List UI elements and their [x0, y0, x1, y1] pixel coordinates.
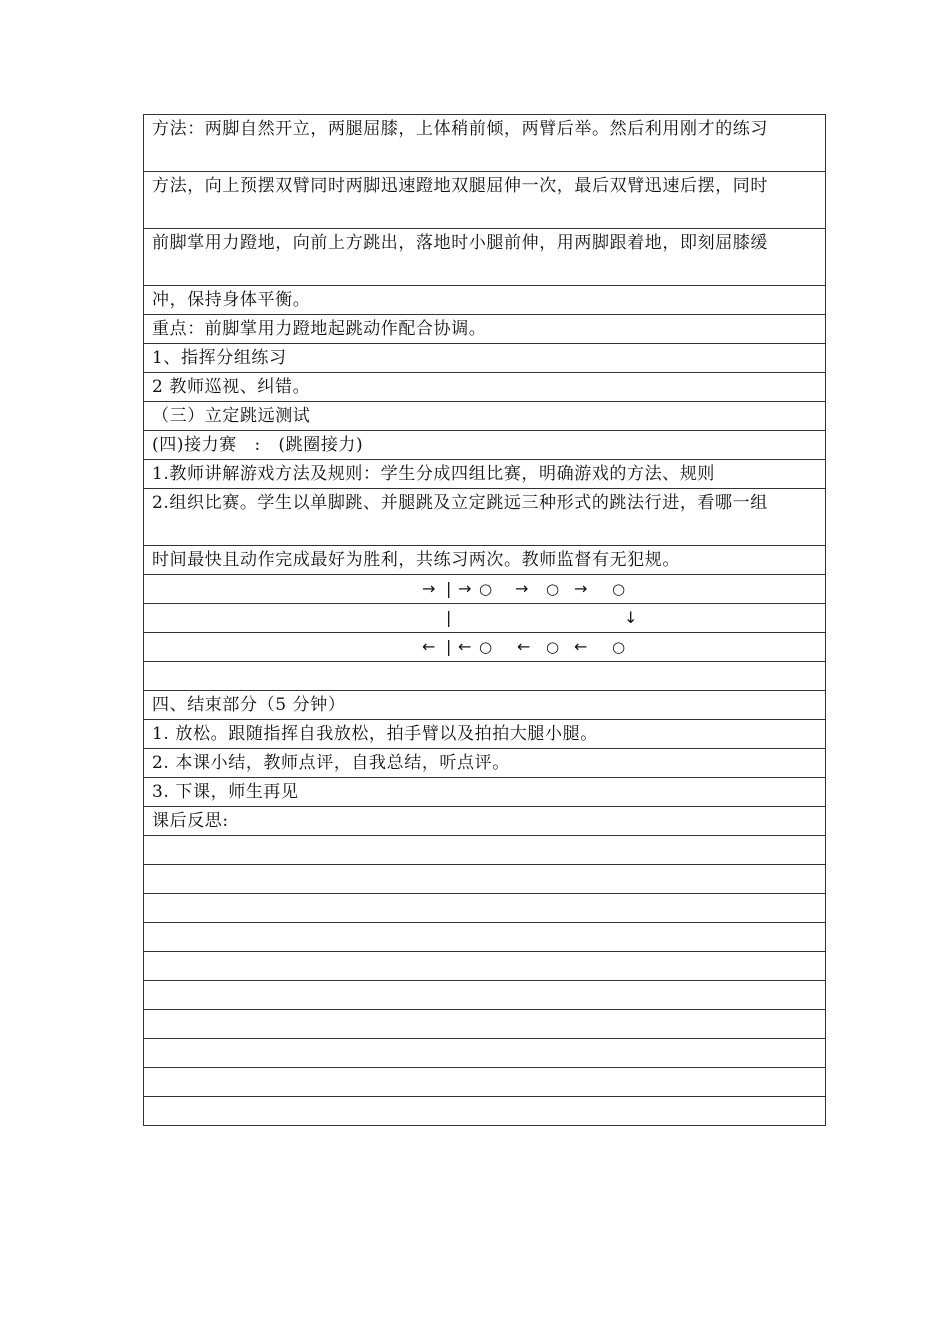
relay-diagram-row-1	[144, 575, 826, 604]
hoop-circle-icon: ○	[546, 580, 560, 598]
lesson-plan-table	[143, 114, 826, 1126]
summary-text: 2. 本课小结，教师点评，自我总结，听点评。	[144, 749, 826, 778]
teacher-patrol-text: 2 教师巡视、纠错。	[144, 373, 826, 402]
table-row	[144, 402, 826, 431]
arrow-down-icon: ↓	[624, 608, 639, 627]
table-row	[144, 115, 826, 172]
empty-row	[144, 1039, 826, 1068]
table-row	[144, 691, 826, 720]
table-row	[144, 489, 826, 546]
method-text-3: 前脚掌用力蹬地，向前上方跳出，落地时小腿前伸，用两脚跟着地，即刻屈膝缓	[144, 229, 826, 286]
method-text-4: 冲，保持身体平衡。	[144, 286, 826, 315]
jump-test-heading: （三）立定跳远测试	[144, 402, 826, 431]
empty-row	[144, 981, 826, 1010]
hoop-circle-icon: ○	[612, 638, 626, 656]
empty-row	[144, 952, 826, 981]
key-point-text: 重点：前脚掌用力蹬地起跳动作配合协调。	[144, 315, 826, 344]
method-text-2: 方法，向上预摆双臂同时两脚迅速蹬地双腿屈伸一次，最后双臂迅速后摆，同时	[144, 172, 826, 229]
table-row	[144, 229, 826, 286]
table-row	[144, 431, 826, 460]
dismiss-text: 3. 下课，师生再见	[144, 778, 826, 807]
table-row	[144, 546, 826, 575]
start-line-bar: |	[446, 637, 452, 656]
arrow-left-icon: ←	[458, 637, 473, 656]
start-line-bar: |	[446, 579, 452, 598]
arrow-left-icon: ←	[517, 637, 532, 656]
table-row	[144, 286, 826, 315]
arrow-right-icon: →	[515, 579, 530, 598]
relay-heading: (四)接力赛 : (跳圈接力)	[144, 431, 826, 460]
arrow-right-icon: →	[422, 579, 437, 598]
empty-row	[144, 836, 826, 865]
table-row	[144, 315, 826, 344]
closing-section-heading: 四、结束部分（5 分钟）	[144, 691, 826, 720]
table-row	[144, 344, 826, 373]
arrow-left-icon: ←	[422, 637, 437, 656]
arrow-right-icon: →	[458, 579, 473, 598]
reflection-label: 课后反思:	[144, 807, 826, 836]
relay-diagram-row-3	[144, 633, 826, 662]
relay-diagram-row-2	[144, 604, 826, 633]
method-text-1: 方法：两脚自然开立，两腿屈膝，上体稍前倾，两臂后举。然后利用刚才的练习	[144, 115, 826, 172]
empty-row	[144, 1010, 826, 1039]
empty-row	[144, 923, 826, 952]
relax-text: 1. 放松。跟随指挥自我放松，拍手臂以及拍拍大腿小腿。	[144, 720, 826, 749]
empty-row	[144, 1097, 826, 1126]
arrow-left-icon: ←	[574, 637, 589, 656]
competition-text: 2.组织比赛。学生以单脚跳、并腿跳及立定跳远三种形式的跳法行进，看哪一组	[144, 489, 826, 546]
table-row	[144, 373, 826, 402]
hoop-circle-icon: ○	[612, 580, 626, 598]
empty-row	[144, 894, 826, 923]
table-row	[144, 172, 826, 229]
table-row	[144, 720, 826, 749]
empty-row	[144, 1068, 826, 1097]
table-row	[144, 749, 826, 778]
table-row	[144, 460, 826, 489]
table-row	[144, 807, 826, 836]
group-practice-text: 1、指挥分组练习	[144, 344, 826, 373]
winner-rule-text: 时间最快且动作完成最好为胜利，共练习两次。教师监督有无犯规。	[144, 546, 826, 575]
hoop-circle-icon: ○	[479, 638, 493, 656]
start-line-bar: |	[446, 608, 452, 627]
hoop-circle-icon: ○	[546, 638, 560, 656]
hoop-circle-icon: ○	[479, 580, 493, 598]
empty-row	[144, 865, 826, 894]
empty-row	[144, 662, 826, 691]
game-rules-text: 1.教师讲解游戏方法及规则：学生分成四组比赛，明确游戏的方法、规则	[144, 460, 826, 489]
arrow-right-icon: →	[574, 579, 589, 598]
table-row	[144, 778, 826, 807]
